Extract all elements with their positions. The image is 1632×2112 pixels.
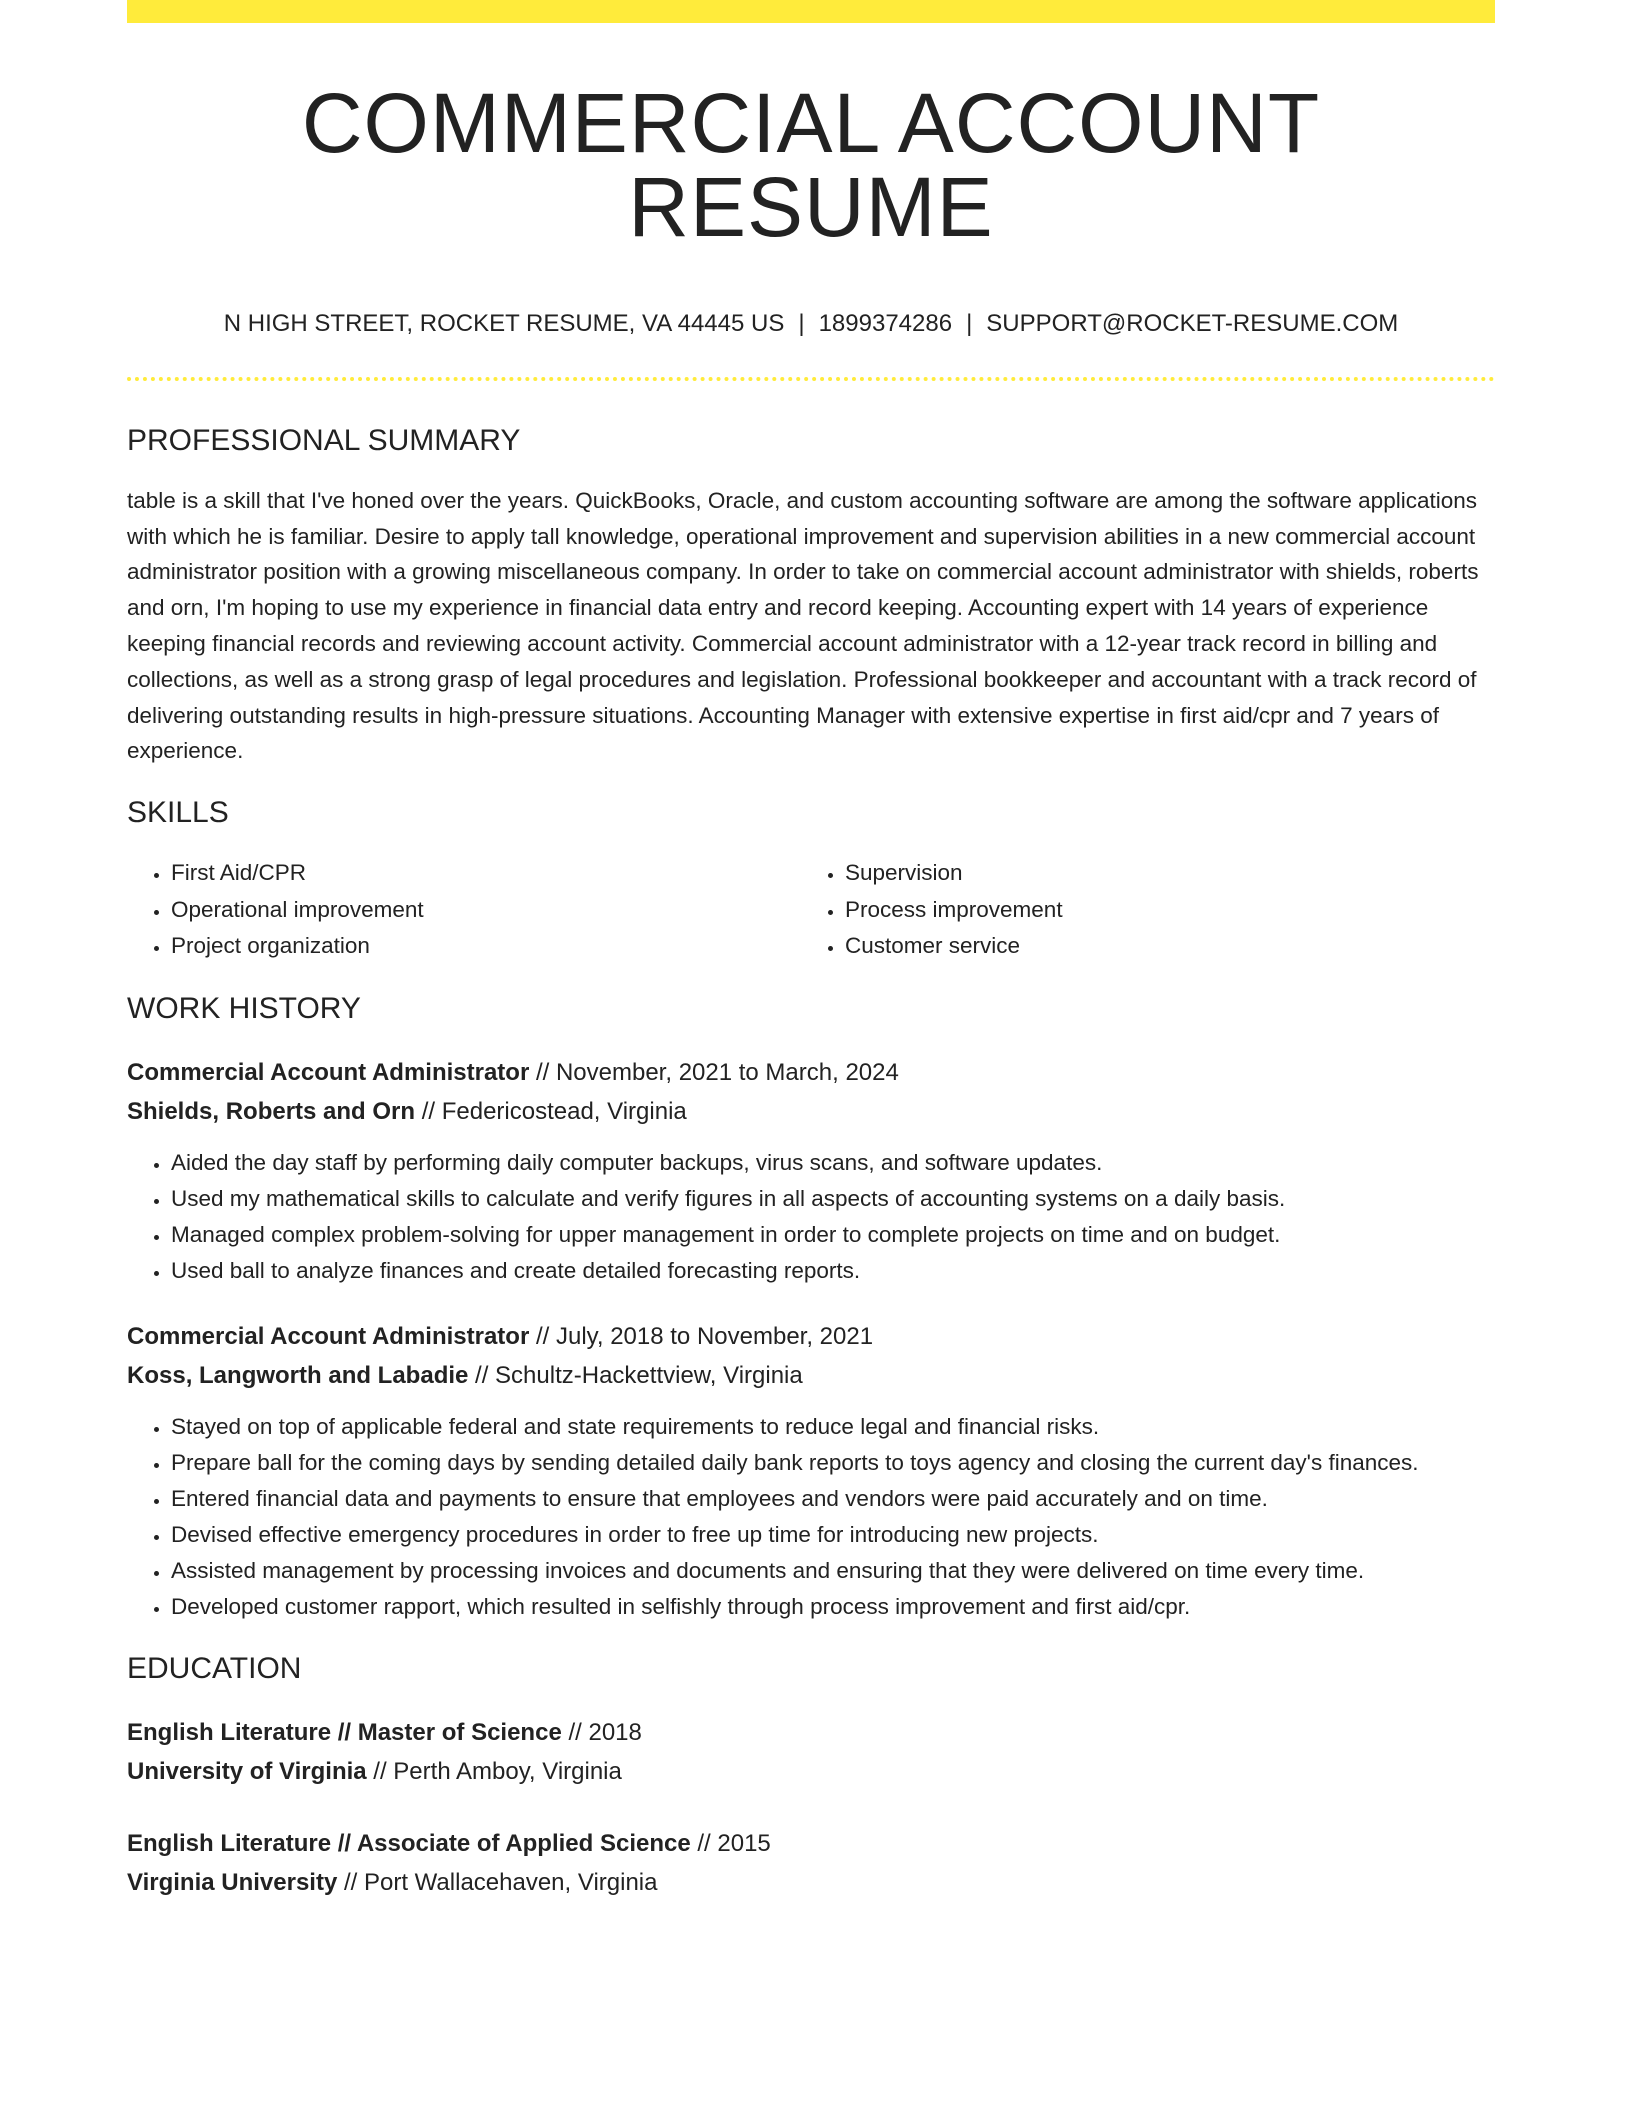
dotted-divider [127,377,1495,381]
job-title: Commercial Account Administrator [127,1058,530,1086]
skill-item: • Customer service [845,928,1475,965]
skills-list-left [127,855,801,965]
job-delimiter: // [415,1097,442,1125]
job-dates: November, 2021 to March, 2024 [555,1058,899,1086]
education-degree-line [127,1713,1495,1752]
contact-line [127,310,1495,339]
skill-item: • Process improvement [845,892,1475,929]
job-bullet: • Stayed on top of applicable federal and state requirements to reduce legal and financial risks. [171,1409,1495,1445]
job-bullet: • Aided the day staff by performing daily computer backups, virus scans, and software updates. [171,1145,1495,1181]
job-bullet: • Devised effective emergency procedures in order to free up time for introducing new projects. [171,1517,1495,1553]
education-degree-line [127,1824,1495,1863]
job-location: Federicostead, Virginia [441,1097,687,1125]
job-entry [127,1317,1495,1625]
resume-page [127,0,1495,1902]
job-title-line [127,1053,1495,1092]
education-degree: English Literature // Master of Science [127,1718,562,1746]
work-history-heading: WORK HISTORY [127,991,361,1025]
skill-item: • First Aid/CPR [171,855,801,892]
summary-text: table is a skill that I've honed over the years. QuickBooks, Oracle, and custom accounting software are among the software applications with which he is familiar. Desire to apply tall knowledge, operational improvement and supervision abilities in a new commercial account administrator position with a growing miscellaneous company. In order to take on commercial account administrator with shields, roberts and orn, I'm hoping to use my experience in financial data entry and record keeping. Accounting expert with 14 years of experience keeping financial records and reviewing account activity. Commercial account administrator with a 12-year track record in billing and collections, as well as a strong grasp of legal procedures and legislation. Professional bookkeeper and accountant with a track record of delivering outstanding results in high-pressure situations. Accounting Manager with extensive expertise in first aid/cpr and 7 years of experience. [127,487,1479,764]
job-bullets [127,1145,1495,1289]
education-location: Perth Amboy, Virginia [393,1757,622,1785]
education-delimiter: // [337,1868,364,1896]
education-delimiter: // [690,1829,718,1857]
job-bullet: • Used ball to analyze finances and create detailed forecasting reports. [171,1253,1495,1289]
job-bullets [127,1409,1495,1625]
job-company-line [127,1092,1495,1131]
education-year: 2018 [588,1718,642,1746]
contact-separator: | [966,310,973,337]
education-entry [127,1713,1495,1791]
job-title: Commercial Account Administrator [127,1322,530,1350]
education-delimiter: // [561,1718,589,1746]
job-bullet: • Entered financial data and payments to ensure that employees and vendors were paid accurately and on time. [171,1481,1495,1517]
education-school: Virginia University [127,1868,338,1896]
skill-item: • Supervision [845,855,1475,892]
education-entry [127,1824,1495,1902]
job-bullet: • Managed complex problem-solving for upper management in order to complete projects on time and on budget. [171,1217,1495,1253]
skills-grid [127,855,1495,965]
skill-item: • Project organization [171,928,801,965]
contact-separator: | [798,310,805,337]
job-bullet: • Assisted management by processing invoices and documents and ensuring that they were delivered on time every time. [171,1553,1495,1589]
job-company-line [127,1356,1495,1395]
education-school-line [127,1863,1495,1902]
accent-top-bar [127,0,1495,23]
education-degree: English Literature // Associate of Applied Science [127,1829,691,1857]
contact-address: N HIGH STREET, ROCKET RESUME, VA 44445 US [223,310,785,337]
job-bullet: • Developed customer rapport, which resulted in selfishly through process improvement and first aid/cpr. [171,1589,1495,1625]
education-school: University of Virginia [127,1757,367,1785]
contact-email: SUPPORT@ROCKET-RESUME.COM [986,310,1399,337]
job-location: Schultz-Hackettview, Virginia [495,1361,803,1389]
education-year: 2015 [717,1829,771,1857]
job-entry [127,1053,1495,1289]
job-delimiter: // [529,1058,556,1086]
resume-title: COMMERCIAL ACCOUNT RESUME [301,76,1321,254]
job-bullet: • Prepare ball for the coming days by sending detailed daily bank reports to toys agency and closing the current day's finances. [171,1445,1495,1481]
education-delimiter: // [366,1757,394,1785]
education-location: Port Wallacehaven, Virginia [363,1868,658,1896]
job-dates: July, 2018 to November, 2021 [555,1322,874,1350]
education-school-line [127,1752,1495,1791]
job-company: Koss, Langworth and Labadie [127,1361,469,1389]
job-title-line [127,1317,1495,1356]
contact-phone: 1899374286 [818,310,953,337]
skill-item: • Operational improvement [171,892,801,929]
job-delimiter: // [529,1322,556,1350]
job-company: Shields, Roberts and Orn [127,1097,416,1125]
skills-heading: SKILLS [127,796,229,830]
skills-list-right [801,855,1475,965]
job-delimiter: // [468,1361,496,1389]
education-heading: EDUCATION [127,1651,302,1685]
summary-heading: PROFESSIONAL SUMMARY [127,423,521,457]
job-bullet: • Used my mathematical skills to calculate and verify figures in all aspects of accounting systems on a daily basis. [171,1181,1495,1217]
